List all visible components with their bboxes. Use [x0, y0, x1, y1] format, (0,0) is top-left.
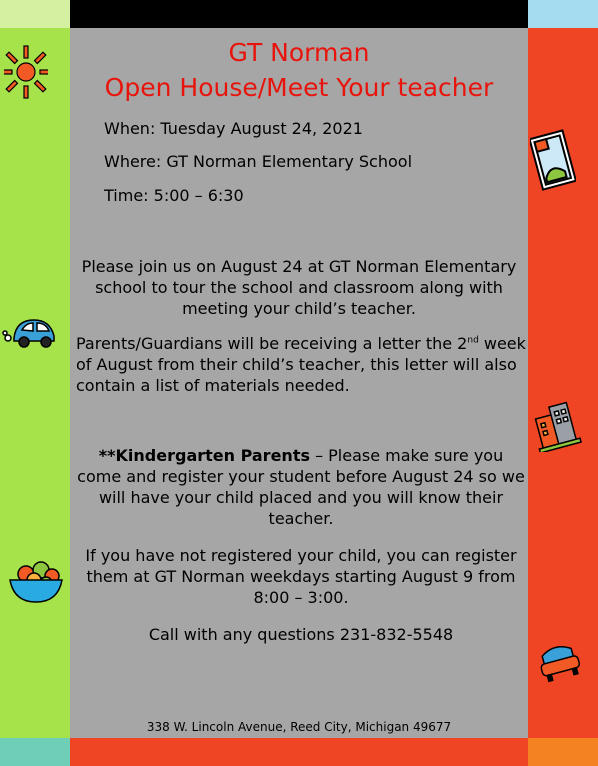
event-where: Where: GT Norman Elementary School [104, 152, 413, 171]
kindergarten-paragraph [76, 445, 526, 529]
top-bar [70, 0, 528, 28]
bottom-left-block [0, 738, 70, 766]
bottom-bar [70, 738, 528, 766]
event-when: When: Tuesday August 24, 2021 [104, 119, 363, 138]
top-right-block [528, 0, 598, 28]
kindergarten-text: – Please make sure you come and register your student before August 24 so we will have your child placed and you will know their teacher. [77, 446, 525, 528]
top-left-block [0, 0, 70, 28]
parents-paragraph [76, 333, 526, 396]
building-icon [530, 400, 582, 452]
fruit-bowl-icon [6, 556, 66, 606]
kindergarten-label: **Kindergarten Parents [98, 446, 310, 465]
sofa-icon [536, 638, 582, 684]
school-address: 338 W. Lincoln Avenue, Reed City, Michigan 49677 [146, 720, 452, 734]
parents-text-a: Parents/Guardians will be receiving a letter the 2 [76, 334, 468, 353]
event-title: Open House/Meet Your teacher [104, 73, 494, 102]
car-icon [2, 314, 60, 350]
parents-text-b: week of August from their child’s teacher, this letter will also contain a list of materials needed. [76, 334, 526, 395]
join-paragraph: Please join us on August 24 at GT Norman Elementary school to tour the school and classroom along with meeting your child’s teacher. [81, 257, 517, 318]
register-paragraph: If you have not registered your child, you can register them at GT Norman weekdays starting August 9 from 8:00 – 3:00. [85, 546, 517, 607]
sun-icon [4, 44, 48, 100]
ordinal-suffix: nd [467, 335, 479, 346]
call-line: Call with any questions 231-832-5548 [148, 625, 454, 644]
left-border [0, 28, 70, 738]
event-time: Time: 5:00 – 6:30 [104, 186, 244, 205]
bottom-right-block [528, 738, 598, 766]
window-icon [530, 128, 576, 194]
school-title: GT Norman [228, 38, 370, 67]
